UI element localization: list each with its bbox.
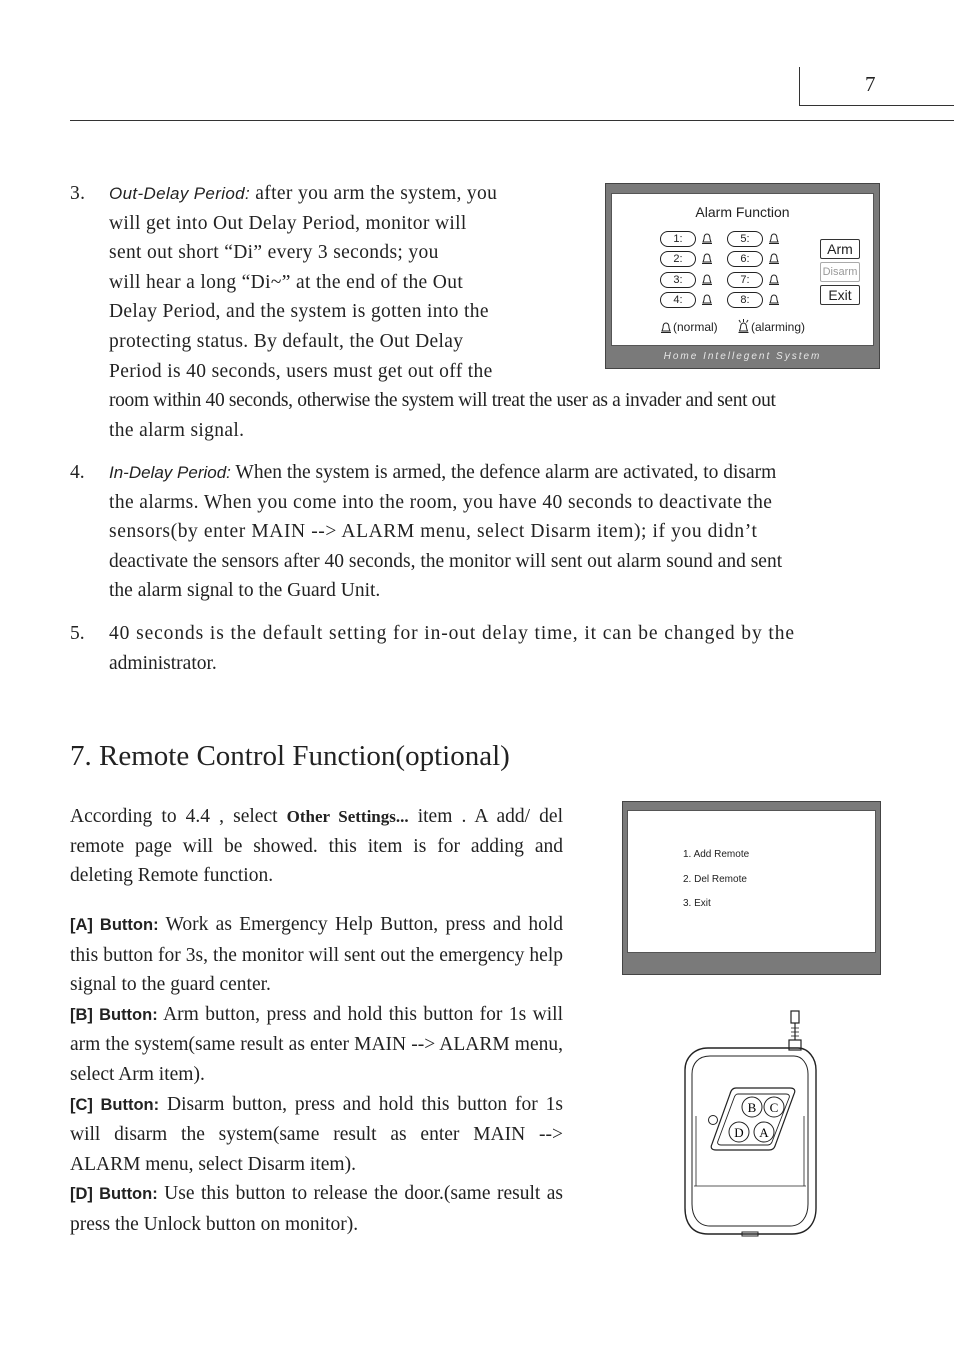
item-line: the alarm signal. [109, 419, 245, 441]
bell-normal-icon [660, 322, 672, 334]
button-descriptions [70, 910, 563, 1240]
zone-7[interactable]: 7: [727, 272, 763, 288]
section-title: 7. Remote Control Function(optional) [70, 740, 510, 772]
button-b-label: [B] Button: [70, 1005, 158, 1024]
button-a-desc [70, 910, 563, 1000]
menu-item-exit[interactable]: 3. Exit [683, 898, 711, 909]
item-line: sensors(by enter MAIN --> ALARM menu, select Disarm item); if you didn’t [109, 521, 758, 543]
button-d-desc [70, 1179, 563, 1239]
remote-control-illustration [680, 1008, 822, 1240]
item-line: Period is 40 seconds, users must get out off the [109, 360, 493, 382]
item-line: Delay Period, and the system is gotten into the [109, 301, 489, 323]
item-line [109, 179, 539, 209]
item-text: after you arm the system, you [255, 183, 498, 204]
item-line: deactivate the sensors after 40 seconds, the monitor will sent out alarm sound and sent [109, 550, 783, 572]
alarm-screen-footer: Home Intellegent System [663, 351, 822, 362]
bell-normal-icon [768, 253, 780, 265]
intro-paragraph [70, 802, 563, 891]
intro-text: According to 4.4 , select [70, 806, 287, 827]
button-d-text: Use this button to release the door.(same result as press the Unlock button on monitor). [70, 1183, 563, 1235]
alarm-screen-panel [611, 193, 874, 346]
remote-key-c-label: C [769, 1100, 779, 1115]
item-lead: In-Delay Period: [109, 463, 231, 482]
remote-key-d[interactable] [729, 1122, 749, 1142]
item-line: the alarms. When you come into the room, you have 40 seconds to deactivate the [109, 491, 773, 513]
alarm-screen-title: Alarm Function [695, 204, 790, 220]
zone-1[interactable]: 1: [660, 231, 696, 247]
intro-text: item . A add/ del remote page will be showed. this item is for adding and deleting Remote function. [70, 806, 563, 887]
page-number: 7 [865, 72, 876, 96]
remote-key-a-label: A [759, 1125, 769, 1140]
item-4 [70, 458, 882, 606]
item-line: administrator. [109, 652, 217, 674]
item-line: protecting status. By default, the Out Delay [109, 330, 464, 352]
button-b-desc [70, 1000, 563, 1090]
remote-key-d-label: D [734, 1125, 744, 1140]
item-line: room within 40 seconds, otherwise the system will treat the user as a invader and sent out [109, 390, 776, 412]
zone-8[interactable]: 8: [727, 292, 763, 308]
bell-normal-icon [701, 274, 713, 286]
zone-5[interactable]: 5: [727, 231, 763, 247]
item-5 [70, 619, 882, 678]
item-lead: Out-Delay Period: [109, 184, 251, 203]
disarm-button[interactable]: Disarm [820, 262, 860, 282]
menu-item-add-remote[interactable]: 1. Add Remote [683, 849, 750, 860]
button-c-text: Disarm button, press and hold this button for 1s will disarm the system(same result as enter MAIN --> ALARM menu, select Disarm item). [70, 1093, 563, 1175]
arm-button[interactable]: Arm [820, 239, 860, 259]
bell-normal-icon [701, 233, 713, 245]
bell-alarming-icon [737, 319, 750, 334]
remote-menu-screen [622, 801, 881, 975]
antenna-icon [789, 1011, 801, 1050]
remote-screen-panel [627, 810, 876, 953]
bell-normal-icon [701, 294, 713, 306]
bell-normal-icon [768, 233, 780, 245]
remote-key-b-label: B [747, 1100, 757, 1115]
button-a-text: Work as Emergency Help Button, press and hold this button for 3s, the monitor will sent out the emergency help signal to the guard center. [70, 914, 563, 996]
item-number: 5. [70, 623, 85, 644]
button-b-text: Arm button, press and hold this button for 1s will arm the system(same result as enter MAIN --> ALARM menu, select Arm item). [70, 1003, 563, 1085]
menu-item-del-remote[interactable]: 2. Del Remote [683, 874, 747, 885]
item-3-narrow-block [109, 179, 539, 386]
bell-normal-icon [768, 274, 780, 286]
item-line: 40 seconds is the default setting for in-out delay time, it can be changed by the [109, 623, 795, 644]
button-a-label: [A] Button: [70, 916, 159, 934]
item-line: will get into Out Delay Period, monitor will [109, 212, 467, 234]
item-line [109, 458, 882, 488]
zone-3[interactable]: 3: [660, 272, 696, 288]
item-number: 3. [70, 183, 86, 204]
bell-normal-icon [701, 253, 713, 265]
remote-key-b[interactable] [742, 1097, 762, 1117]
other-settings-label: Other Settings... [286, 807, 409, 826]
header-rule [70, 120, 954, 121]
item-number: 4. [70, 462, 85, 483]
exit-button[interactable]: Exit [820, 285, 860, 305]
zone-4[interactable]: 4: [660, 292, 696, 308]
bell-normal-icon [768, 294, 780, 306]
zone-2[interactable]: 2: [660, 251, 696, 267]
alarm-function-screen [605, 183, 880, 369]
item-line: will hear a long “Di~” at the end of the Out [109, 271, 464, 293]
item-line: sent out short “Di” every 3 seconds; you [109, 242, 439, 264]
button-d-label: [D] Button: [70, 1185, 158, 1204]
remote-key-c[interactable] [764, 1097, 784, 1117]
button-c-label: [C] Button: [70, 1095, 160, 1114]
remote-key-a[interactable] [754, 1122, 774, 1142]
remote-body [685, 1048, 816, 1236]
zone-6[interactable]: 6: [727, 251, 763, 267]
legend-normal: (normal) [673, 320, 718, 334]
legend-alarming: (alarming) [751, 320, 806, 334]
item-line: the alarm signal to the Guard Unit. [109, 580, 381, 602]
button-c-desc [70, 1090, 563, 1180]
item-text: When the system is armed, the defence alarm are activated, to disarm [235, 462, 777, 483]
page-number-box [799, 67, 954, 106]
